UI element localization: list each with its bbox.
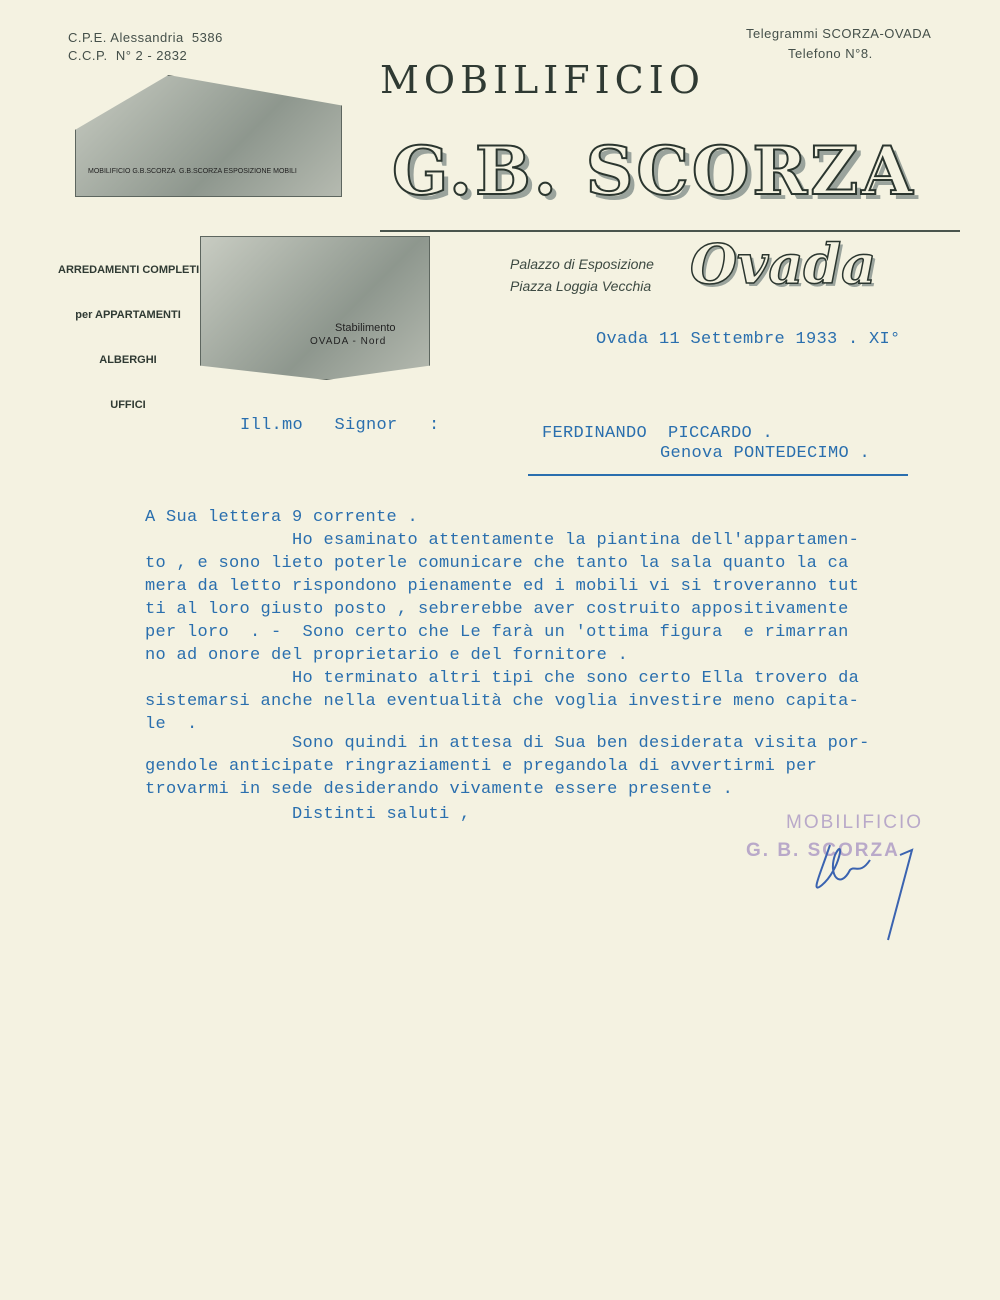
cpe-number: C.P.E. Alessandria 5386 [68,30,223,45]
closing-line: Distinti saluti , [292,805,471,824]
body-line: gendole anticipate ringraziamenti e pregandola di avvertirmi per [145,757,818,776]
exhibition-palace: Palazzo di Esposizione [510,256,654,272]
telegram-address: Telegrammi SCORZA-OVADA [746,26,932,41]
ccp-number: C.C.P. N° 2 - 2832 [68,48,188,63]
service-item: ALBERGHI [99,354,157,366]
exhibition-address: Piazza Loggia Vecchia [510,278,652,294]
body-line: Ho esaminato attentamente la piantina dell'appartamen- [292,531,860,550]
body-line: per loro . - Sono certo che Le farà un 'ottima figura e rimarran [145,623,849,642]
handwritten-signature [800,815,940,945]
service-item: UFFICI [110,399,146,411]
body-line: Ho terminato altri tipi che sono certo Ella trovero da [292,669,860,688]
telephone: Telefono N°8. [788,46,873,61]
letter-date: Ovada 11 Settembre 1933 . XI° [596,330,901,349]
salutation-label: Ill.mo Signor : [240,416,440,435]
service-item: per APPARTAMENTI [75,309,181,321]
showroom-building-illustration [75,75,342,197]
body-line: no ad onore del proprietario e del fornitore . [145,646,629,665]
body-line: le . [145,715,198,734]
body-line: ti al loro giusto posto , sebrerebbe aver costruito appositivamente [145,600,849,619]
company-title: G.B. SCORZA [392,132,916,210]
services-list [58,233,198,443]
company-stamp-line1: MOBILIFICIO [786,812,924,833]
body-line: trovarmi in sede desiderando vivamente essere presente . [145,780,734,799]
company-city: Ovada [690,232,877,296]
body-line: mera da letto rispondono pienamente ed i mobili vi si troveranno tut [145,577,860,596]
factory-location: OVADA - Nord [310,336,387,347]
body-line: Sono quindi in attesa di Sua ben desiderata visita por- [292,734,870,753]
body-line: to , e sono lieto poterle comunicare che tanto la sala quanto la ca [145,554,849,573]
company-stamp-line2: G. B. SCORZA [746,840,900,861]
recipient-underline [528,474,908,476]
body-line: A Sua lettera 9 corrente . [145,508,419,527]
company-title-small: MOBILIFICIO [380,58,705,102]
recipient-name: FERDINANDO PICCARDO . [542,424,774,443]
factory-label: Stabilimento [335,322,396,334]
body-line: sistemarsi anche nella eventualità che voglia investire meno capita- [145,692,860,711]
recipient-address: Genova PONTEDECIMO . [660,444,871,463]
building-sign: MOBILIFICIO G.B.SCORZA G.B.SCORZA ESPOSIZIONE MOBILI [88,168,297,175]
service-item: ARREDAMENTI COMPLETI [58,264,200,276]
factory-illustration [200,236,430,380]
